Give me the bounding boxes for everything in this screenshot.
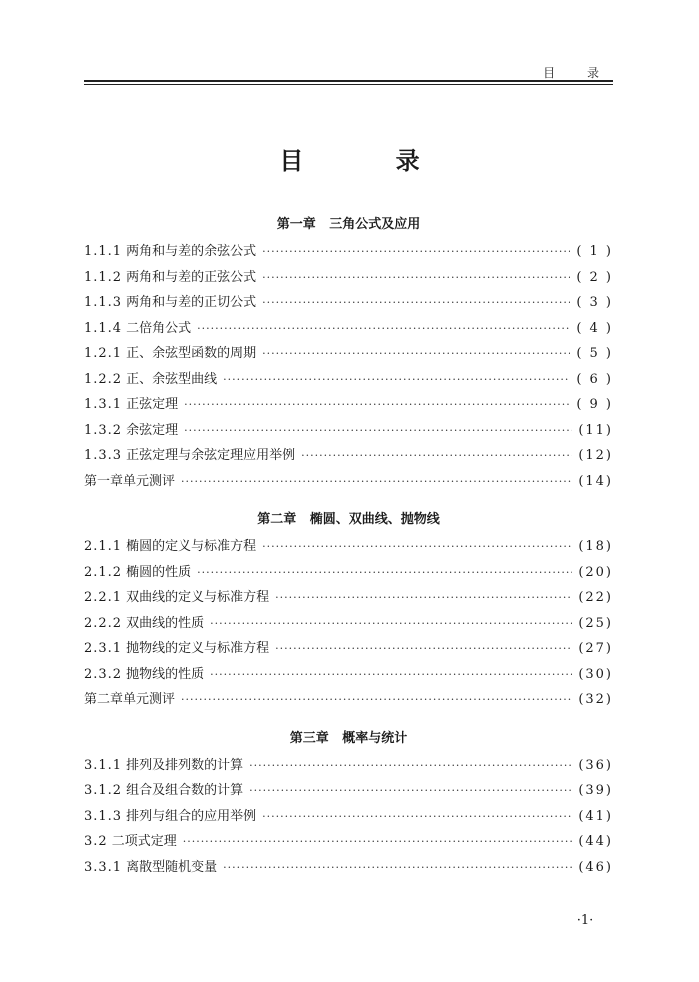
entry-number: 1.3.1 xyxy=(84,397,123,412)
toc-entry[interactable] xyxy=(84,778,613,804)
entry-page-number: ( 9 ) xyxy=(576,397,613,412)
entry-page-number: (32) xyxy=(578,692,613,707)
toc-entry[interactable] xyxy=(84,804,613,830)
entry-title: 二倍角公式 xyxy=(126,320,192,336)
entry-page-number: (12) xyxy=(578,448,613,463)
toc-entry[interactable] xyxy=(84,418,613,444)
toc-entry[interactable] xyxy=(84,585,613,611)
toc-entry[interactable] xyxy=(84,239,613,265)
entry-page-number: ( 3 ) xyxy=(576,295,613,310)
dot-leader xyxy=(262,804,572,830)
entry-number: 1.1.4 xyxy=(84,320,123,336)
dot-leader xyxy=(183,829,573,855)
entry-page-number: (20) xyxy=(578,564,613,580)
dot-leader xyxy=(262,239,570,265)
entry-number: 3.3.1 xyxy=(84,859,123,875)
dot-leader xyxy=(301,443,572,469)
chapter-heading: 第二章 椭圆、双曲线、抛物线 xyxy=(257,512,440,527)
entry-number: 1.1.1 xyxy=(84,244,123,259)
entry-title: 正、余弦型曲线 xyxy=(126,371,218,387)
dot-leader xyxy=(249,753,572,779)
dot-leader xyxy=(249,778,572,804)
toc-entry[interactable] xyxy=(84,560,613,586)
toc-entry[interactable] xyxy=(84,367,613,393)
entry-page-number: (44) xyxy=(578,834,613,849)
entry-title: 正、余弦型函数的周期 xyxy=(126,346,257,361)
entry-number: 1.3.3 xyxy=(84,448,123,463)
toc-entry[interactable] xyxy=(84,443,613,469)
chapter-section xyxy=(84,510,613,713)
entry-number: 2.3.1 xyxy=(84,641,123,656)
entry-title: 正弦定理 xyxy=(126,397,179,412)
entry-page-number: (22) xyxy=(578,590,613,605)
dot-leader xyxy=(210,611,572,637)
toc-entry[interactable] xyxy=(84,855,613,881)
entry-title: 抛物线的定义与标准方程 xyxy=(126,641,270,656)
toc-entry[interactable] xyxy=(84,636,613,662)
entry-number: 1.1.3 xyxy=(84,295,123,310)
entry-page-number: (39) xyxy=(578,783,613,798)
dot-leader xyxy=(275,585,572,611)
entry-title: 二项式定理 xyxy=(111,834,177,849)
entry-number: 2.2.2 xyxy=(84,615,123,631)
entry-title: 排列与组合的应用举例 xyxy=(126,808,257,824)
entry-number: 3.1.3 xyxy=(84,808,123,824)
dot-leader xyxy=(262,534,572,560)
entry-page-number: (46) xyxy=(578,859,613,875)
entry-page-number: ( 2 ) xyxy=(576,269,613,285)
entry-page-number: ( 5 ) xyxy=(576,346,613,361)
header-rule-thin xyxy=(84,84,613,85)
entry-page-number: (25) xyxy=(578,615,613,631)
dot-leader xyxy=(181,687,572,713)
toc-entry[interactable] xyxy=(84,662,613,688)
toc-entry[interactable] xyxy=(84,611,613,637)
entry-title: 椭圆的定义与标准方程 xyxy=(126,539,257,554)
entry-number: 1.3.2 xyxy=(84,422,123,438)
entry-title: 第一章单元测评 xyxy=(84,473,176,489)
entry-number: 1.1.2 xyxy=(84,269,123,285)
table-of-contents xyxy=(84,215,613,880)
dot-leader xyxy=(210,662,572,688)
chapter-section xyxy=(84,729,613,881)
entry-title: 组合及组合数的计算 xyxy=(126,783,244,798)
dot-leader xyxy=(197,560,572,586)
entry-title: 两角和与差的余弦公式 xyxy=(126,244,257,259)
toc-entry[interactable] xyxy=(84,316,613,342)
chapter-heading: 第一章 三角公式及应用 xyxy=(276,217,421,232)
toc-entry[interactable] xyxy=(84,687,613,713)
entry-number: 2.1.2 xyxy=(84,564,123,580)
chapter-heading: 第三章 概率与统计 xyxy=(289,730,408,746)
toc-entry[interactable] xyxy=(84,753,613,779)
toc-entry[interactable] xyxy=(84,341,613,367)
entry-page-number: (18) xyxy=(578,539,613,554)
toc-entry[interactable] xyxy=(84,392,613,418)
page-title: 目 录 xyxy=(279,146,462,175)
entry-page-number: (27) xyxy=(578,641,613,656)
entry-page-number: (36) xyxy=(578,757,613,773)
entry-number: 2.1.1 xyxy=(84,539,123,554)
dot-leader xyxy=(262,341,570,367)
entry-title: 双曲线的定义与标准方程 xyxy=(126,590,270,605)
entry-title: 抛物线的性质 xyxy=(126,666,205,682)
dot-leader xyxy=(184,418,572,444)
entry-page-number: (11) xyxy=(578,422,613,438)
entry-title: 离散型随机变量 xyxy=(126,859,218,875)
header-rule-thick xyxy=(84,80,613,82)
dot-leader xyxy=(223,855,572,881)
entry-title: 两角和与差的正切公式 xyxy=(126,295,257,310)
entry-number: 3.2 xyxy=(84,834,108,849)
dot-leader xyxy=(262,290,570,316)
dot-leader xyxy=(275,636,572,662)
toc-entry[interactable] xyxy=(84,469,613,495)
dot-leader xyxy=(197,316,570,342)
dot-leader xyxy=(184,392,570,418)
entry-number: 3.1.2 xyxy=(84,783,123,798)
page-number: ·1· xyxy=(576,913,594,928)
entry-title: 余弦定理 xyxy=(126,422,179,438)
toc-entry[interactable] xyxy=(84,829,613,855)
entry-page-number: ( 1 ) xyxy=(576,244,613,259)
entry-number: 2.3.2 xyxy=(84,666,123,682)
dot-leader xyxy=(223,367,570,393)
entry-page-number: ( 6 ) xyxy=(576,371,613,387)
toc-entry[interactable] xyxy=(84,290,613,316)
entry-title: 排列及排列数的计算 xyxy=(126,757,244,773)
dot-leader xyxy=(262,265,570,291)
toc-entry[interactable] xyxy=(84,534,613,560)
chapter-section xyxy=(84,215,613,494)
entry-number: 1.2.1 xyxy=(84,346,123,361)
toc-entry[interactable] xyxy=(84,265,613,291)
entry-title: 正弦定理与余弦定理应用举例 xyxy=(126,448,296,463)
entry-title: 双曲线的性质 xyxy=(126,615,205,631)
entry-number: 2.2.1 xyxy=(84,590,123,605)
running-head: 目 录 xyxy=(543,66,613,80)
entry-page-number: ( 4 ) xyxy=(576,320,613,336)
entry-title: 两角和与差的正弦公式 xyxy=(126,269,257,285)
entry-page-number: (30) xyxy=(578,666,613,682)
entry-page-number: (41) xyxy=(578,808,613,824)
entry-number: 3.1.1 xyxy=(84,757,123,773)
dot-leader xyxy=(181,469,572,495)
entry-title: 椭圆的性质 xyxy=(126,564,192,580)
entry-number: 1.2.2 xyxy=(84,371,123,387)
entry-title: 第二章单元测评 xyxy=(84,692,176,707)
entry-page-number: (14) xyxy=(578,473,613,489)
